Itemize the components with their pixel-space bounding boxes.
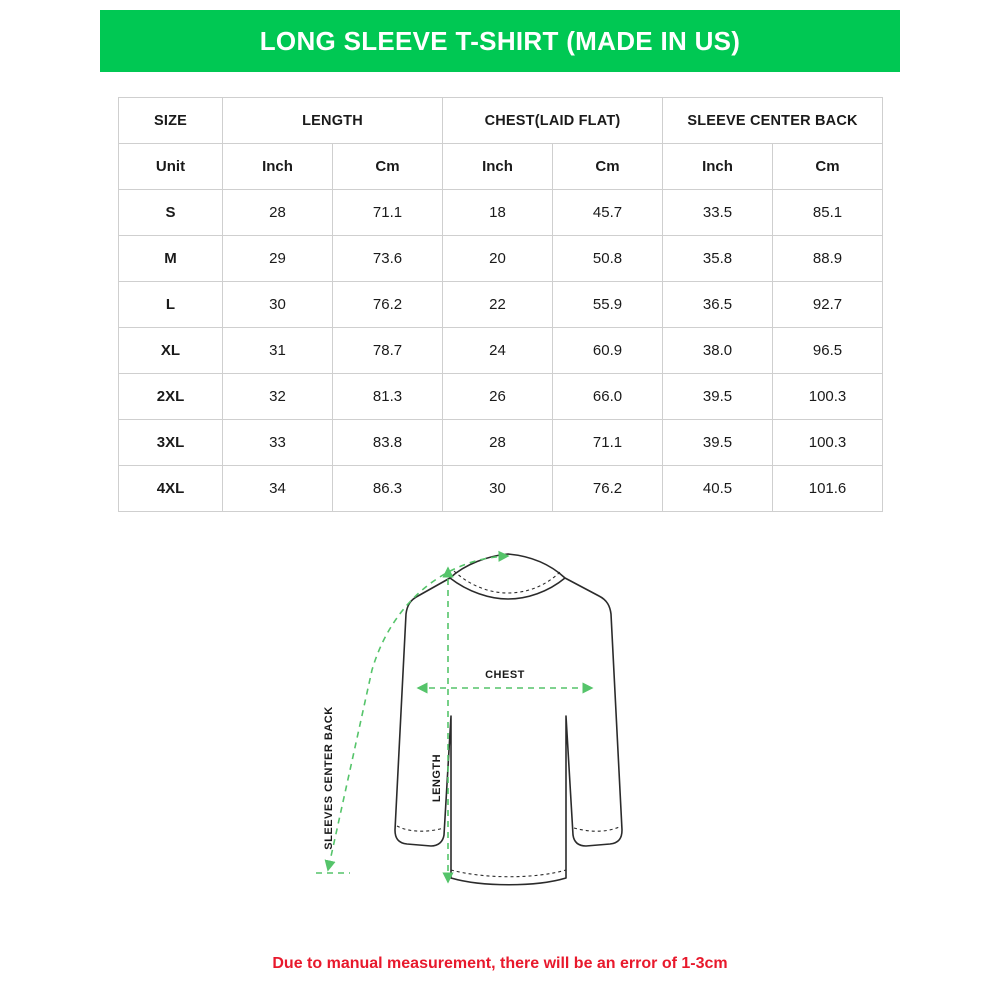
cell-chest-inch: 28 <box>443 420 553 466</box>
cell-length-inch: 29 <box>223 236 333 282</box>
cell-sleeve-cm: 100.3 <box>773 374 883 420</box>
page-title: LONG SLEEVE T-SHIRT (MADE IN US) <box>259 25 741 56</box>
table-row <box>119 374 883 420</box>
cell-length-inch: 30 <box>223 282 333 328</box>
cell-chest-cm: 50.8 <box>553 236 663 282</box>
table-group-header-row <box>119 98 883 144</box>
cell-size: S <box>119 190 223 236</box>
unit-sleeve-inch: Inch <box>663 144 773 190</box>
cell-sleeve-inch: 33.5 <box>663 190 773 236</box>
cell-size: M <box>119 236 223 282</box>
cell-sleeve-inch: 39.5 <box>663 374 773 420</box>
cell-length-inch: 32 <box>223 374 333 420</box>
unit-length-inch: Inch <box>223 144 333 190</box>
header-size: SIZE <box>119 98 223 144</box>
cell-length-cm: 73.6 <box>333 236 443 282</box>
cell-chest-cm: 60.9 <box>553 328 663 374</box>
cell-size: 4XL <box>119 466 223 512</box>
unit-length-cm: Cm <box>333 144 443 190</box>
cell-sleeve-cm: 101.6 <box>773 466 883 512</box>
cell-chest-cm: 76.2 <box>553 466 663 512</box>
table-row <box>119 236 883 282</box>
header-banner <box>100 10 900 72</box>
tshirt-outline <box>395 554 622 885</box>
table-row <box>119 466 883 512</box>
cell-sleeve-inch: 35.8 <box>663 236 773 282</box>
cell-chest-cm: 55.9 <box>553 282 663 328</box>
cell-chest-inch: 26 <box>443 374 553 420</box>
cell-chest-inch: 20 <box>443 236 553 282</box>
table-row <box>119 420 883 466</box>
cell-chest-inch: 22 <box>443 282 553 328</box>
cell-length-cm: 76.2 <box>333 282 443 328</box>
cell-chest-inch: 24 <box>443 328 553 374</box>
cell-chest-cm: 45.7 <box>553 190 663 236</box>
table-row <box>119 328 883 374</box>
cell-length-cm: 81.3 <box>333 374 443 420</box>
tshirt-measurement-diagram <box>250 530 770 930</box>
header-length: LENGTH <box>223 98 443 144</box>
cell-sleeve-inch: 36.5 <box>663 282 773 328</box>
cell-chest-inch: 18 <box>443 190 553 236</box>
cell-chest-cm: 71.1 <box>553 420 663 466</box>
measure-length-label: LENGTH <box>431 753 443 803</box>
cell-length-cm: 86.3 <box>333 466 443 512</box>
measure-sleeve-label: SLEEVES CENTER BACK <box>323 706 335 850</box>
header-chest: CHEST(LAID FLAT) <box>443 98 663 144</box>
cell-sleeve-cm: 88.9 <box>773 236 883 282</box>
size-chart-table <box>118 97 882 512</box>
cell-length-inch: 31 <box>223 328 333 374</box>
unit-sleeve-cm: Cm <box>773 144 883 190</box>
measure-chest-label: CHEST <box>485 669 525 681</box>
table-row <box>119 190 883 236</box>
cell-size: 2XL <box>119 374 223 420</box>
cell-size: 3XL <box>119 420 223 466</box>
cell-size: XL <box>119 328 223 374</box>
cell-length-inch: 34 <box>223 466 333 512</box>
cell-length-cm: 83.8 <box>333 420 443 466</box>
cell-length-cm: 78.7 <box>333 328 443 374</box>
cell-length-inch: 28 <box>223 190 333 236</box>
cell-chest-cm: 66.0 <box>553 374 663 420</box>
unit-label: Unit <box>119 144 223 190</box>
cell-size: L <box>119 282 223 328</box>
cell-chest-inch: 30 <box>443 466 553 512</box>
header-sleeve: SLEEVE CENTER BACK <box>663 98 883 144</box>
table-unit-row <box>119 144 883 190</box>
cell-sleeve-inch: 40.5 <box>663 466 773 512</box>
unit-chest-inch: Inch <box>443 144 553 190</box>
cell-sleeve-inch: 39.5 <box>663 420 773 466</box>
cell-sleeve-cm: 85.1 <box>773 190 883 236</box>
measurement-disclaimer: Due to manual measurement, there will be an error of 1-3cm <box>272 955 728 972</box>
cell-length-cm: 71.1 <box>333 190 443 236</box>
cell-sleeve-inch: 38.0 <box>663 328 773 374</box>
cell-length-inch: 33 <box>223 420 333 466</box>
cell-sleeve-cm: 100.3 <box>773 420 883 466</box>
cell-sleeve-cm: 96.5 <box>773 328 883 374</box>
cell-sleeve-cm: 92.7 <box>773 282 883 328</box>
unit-chest-cm: Cm <box>553 144 663 190</box>
table-row <box>119 282 883 328</box>
